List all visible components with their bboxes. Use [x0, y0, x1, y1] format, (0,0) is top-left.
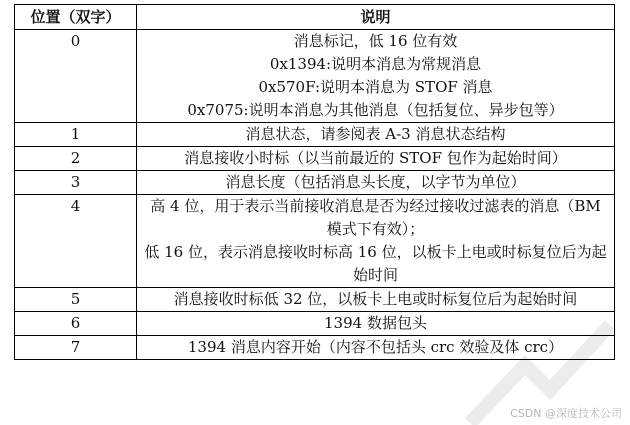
row-position: 3	[15, 171, 137, 195]
description-line: 低 16 位，表示消息接收时标高 16 位，以板卡上电或时标复位后为起始时间	[144, 243, 607, 284]
row-description	[137, 147, 615, 171]
header-position: 位置（双字）	[15, 5, 137, 30]
row-position: 6	[15, 312, 137, 336]
description-line: 消息状态，请参阅表 A-3 消息状态结构	[245, 125, 506, 143]
description-line: 消息接收时标低 32 位，以板卡上电或时标复位后为起始时间	[173, 290, 578, 308]
row-position: 0	[15, 30, 137, 123]
message-header-table	[14, 4, 615, 360]
row-position: 4	[15, 195, 137, 288]
description-line: 0x1394:说明本消息为常规消息	[269, 55, 482, 73]
table-row	[15, 123, 615, 147]
row-description	[137, 171, 615, 195]
description-line: 高 4 位，用于表示当前接收消息是否为经过接收过滤表的消息（BM 模式下有效）；	[150, 197, 601, 238]
description-line: 消息长度（包括消息头长度，以字节为单位）	[225, 173, 526, 191]
table-row	[15, 312, 615, 336]
table-row	[15, 288, 615, 312]
description-line: 1394 消息内容开始（内容不包括头 crc 效验及体 crc）	[187, 338, 564, 356]
table-row	[15, 195, 615, 288]
description-line: 1394 数据包头	[324, 314, 427, 332]
description-line: 消息接收小时标（以当前最近的 STOF 包作为起始时间）	[184, 149, 567, 167]
row-position: 7	[15, 336, 137, 360]
row-description	[137, 195, 615, 288]
row-description	[137, 123, 615, 147]
description-line: 0x570F:说明本消息为 STOF 消息	[258, 78, 493, 96]
table-row	[15, 336, 615, 360]
description-line: 0x7075:说明本消息为其他消息（包括复位、异步包等）	[187, 101, 564, 119]
row-description	[137, 288, 615, 312]
description-line: 消息标记，低 16 位有效	[293, 32, 458, 50]
row-description	[137, 336, 615, 360]
table-header-row	[15, 5, 615, 30]
row-position: 1	[15, 123, 137, 147]
row-description	[137, 30, 615, 123]
row-position: 5	[15, 288, 137, 312]
table-row	[15, 171, 615, 195]
table-row	[15, 147, 615, 171]
row-description	[137, 312, 615, 336]
watermark-text: CSDN @深度技术公司	[510, 407, 622, 420]
row-position: 2	[15, 147, 137, 171]
table-row	[15, 30, 615, 123]
header-description: 说明	[137, 5, 615, 30]
